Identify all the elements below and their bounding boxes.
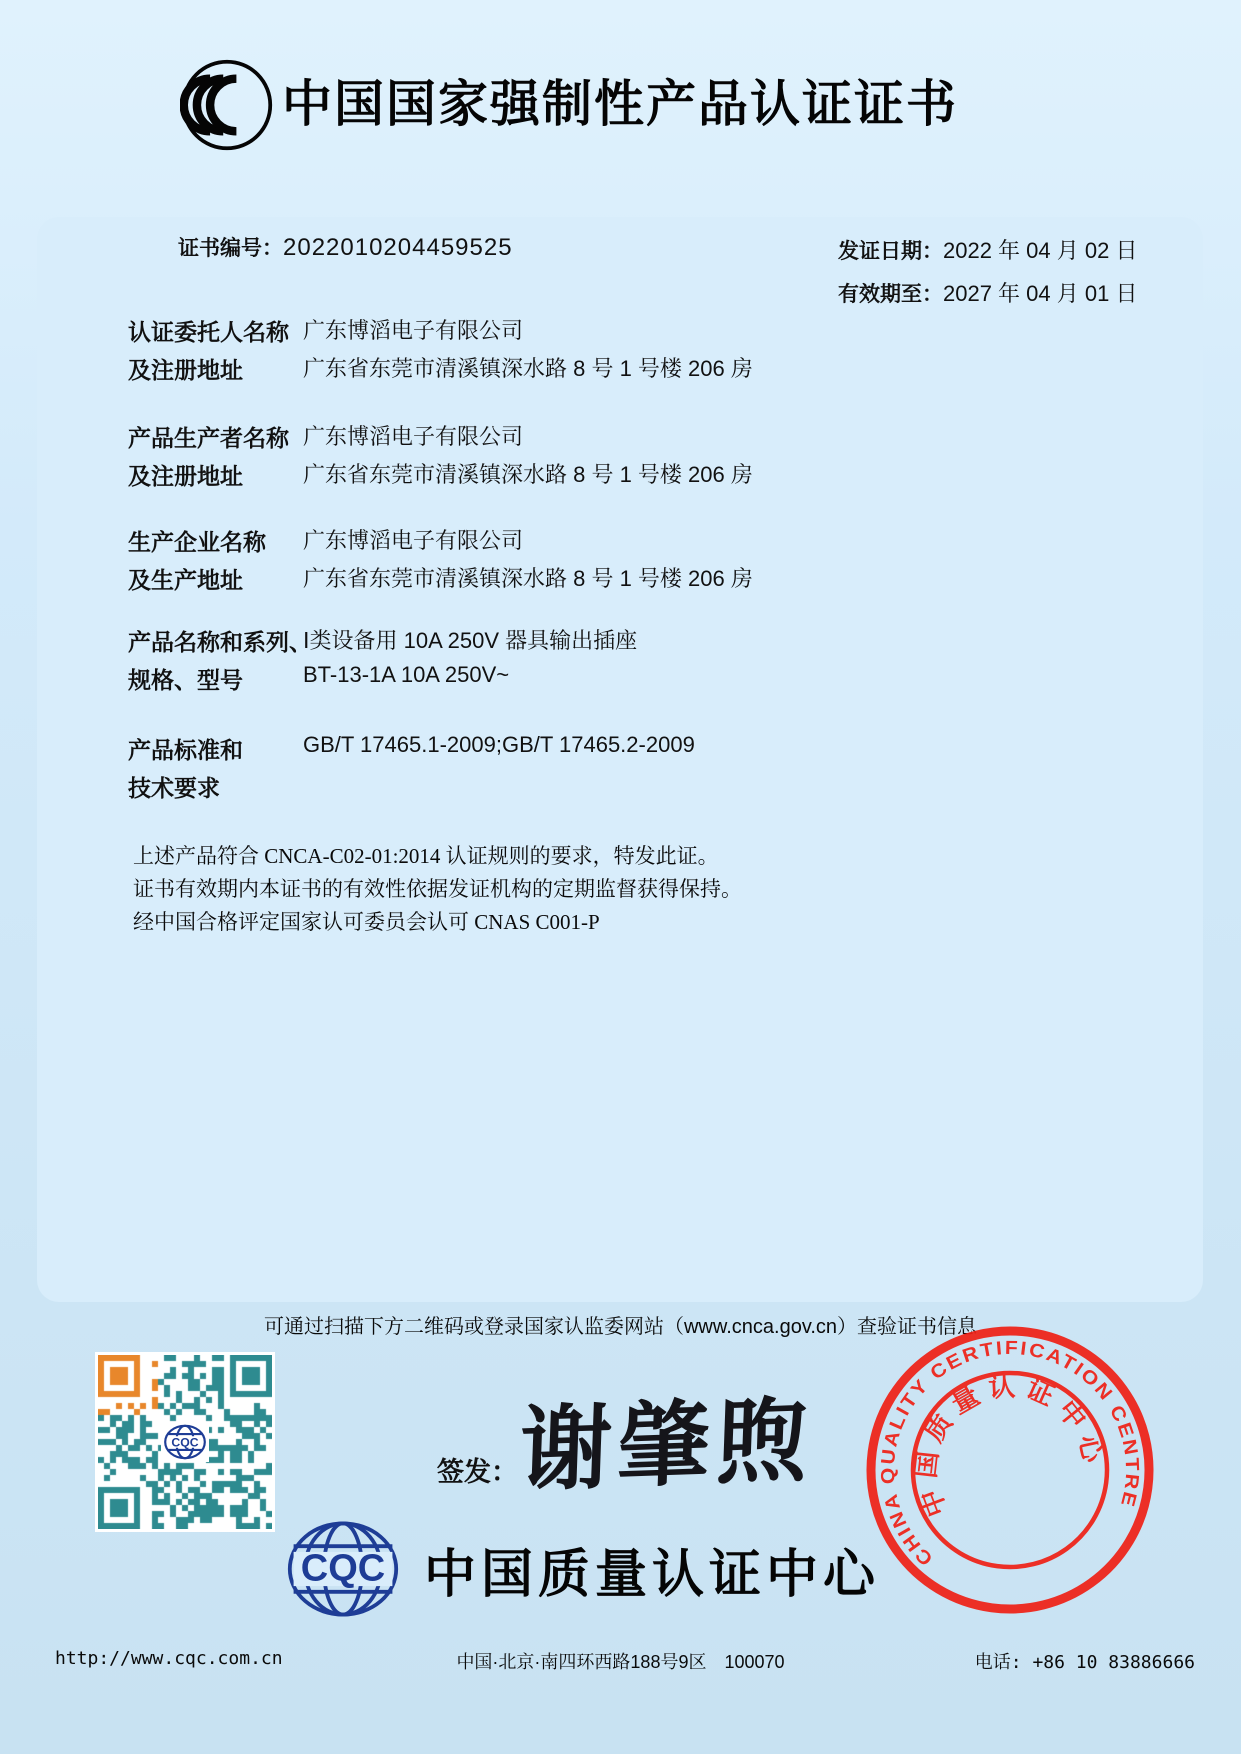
field-value: 广东省东莞市清溪镇深水路 8 号 1 号楼 206 房: [303, 566, 753, 591]
field-label: 产品生产者名称: [128, 425, 289, 451]
statement-line: 上述产品符合 CNCA-C02-01:2014 认证规则的要求，特发此证。: [133, 844, 719, 868]
page-title: 中国国家强制性产品认证证书: [282, 76, 958, 132]
footer-address: 中国·北京·南四环西路188号9区 100070: [456, 1652, 785, 1672]
valid-until-label: 有效期至：: [838, 282, 943, 306]
footer-phone: 电话: +86 10 83886666: [974, 1652, 1195, 1673]
field-label: 及注册地址: [128, 357, 243, 383]
field-value: GB/T 17465.1-2009;GB/T 17465.2-2009: [303, 732, 695, 757]
stamp-inner-text: 中国质量认证中心: [910, 1371, 1110, 1521]
field-label: 生产企业名称: [128, 529, 266, 555]
issue-date-label: 发证日期：: [838, 239, 943, 263]
issue-date-value: 2022 年 04 月 02 日: [943, 238, 1138, 263]
footer: [0, 1648, 1241, 1674]
field-manufacturer: [128, 420, 1168, 502]
issue-date-row: [838, 230, 1137, 273]
statement-line: 证书有效期内本证书的有效性依据发证机构的定期监督获得保持。: [133, 877, 742, 901]
svg-text:CQC: CQC: [171, 1435, 199, 1450]
certificate-dates: [838, 230, 1137, 316]
field-label: 及注册地址: [128, 463, 243, 489]
cqc-name: 中国质量认证中心: [424, 1546, 881, 1604]
field-value: 广东博滔电子有限公司: [303, 528, 524, 553]
footer-website: http://www.cqc.com.cn: [55, 1648, 283, 1669]
verify-note: 可通过扫描下方二维码或登录国家认监委网站（www.cnca.gov.cn）查验证书信息: [263, 1316, 978, 1338]
qr-code: [95, 1352, 275, 1532]
certificate-number-row: [178, 232, 513, 262]
stamp-ring-text: CHINA QUALITY CERTIFICATION CENTRE: [877, 1337, 1143, 1570]
sign-label: 签发：: [437, 1457, 518, 1487]
field-value: 广东省东莞市清溪镇深水路 8 号 1 号楼 206 房: [303, 462, 753, 487]
statement-line: 经中国合格评定国家认可委员会认可 CNAS C001-P: [133, 910, 600, 934]
field-label: 产品标准和: [128, 737, 243, 763]
field-label: 及生产地址: [128, 567, 243, 593]
field-label: 认证委托人名称: [128, 319, 289, 345]
certificate-number-label: 证书编号：: [178, 236, 283, 260]
valid-until-row: [838, 273, 1137, 316]
svg-text:CHINA QUALITY CERTIFICATION: [860, 1320, 1157, 1575]
cqc-red-stamp: [860, 1320, 1160, 1620]
certification-statements: [133, 840, 1113, 939]
field-applicant: [128, 314, 1168, 396]
field-product: [128, 624, 1168, 706]
field-value: 广东省东莞市清溪镇深水路 8 号 1 号楼 206 房: [303, 356, 753, 381]
certificate-number-value: 2022010204459525: [283, 234, 513, 261]
field-label: 技术要求: [128, 775, 220, 801]
field-factory: [128, 524, 1168, 606]
field-value: Ⅰ类设备用 10A 250V 器具输出插座: [303, 628, 638, 653]
valid-until-value: 2027 年 04 月 01 日: [943, 281, 1138, 306]
field-value: 广东博滔电子有限公司: [303, 424, 524, 449]
field-value: BT-13-1A 10A 250V~: [303, 662, 510, 687]
field-value: 广东博滔电子有限公司: [303, 318, 524, 343]
ccc-mark-icon: [180, 58, 274, 152]
signature-handwriting: 谢肇煦: [518, 1389, 816, 1503]
cqc-globe-icon: [286, 1512, 400, 1626]
field-standards: [128, 732, 1168, 814]
field-label: 规格、型号: [128, 667, 243, 693]
field-label: 产品名称和系列、: [128, 629, 312, 655]
cqc-acronym: CQC: [300, 1547, 386, 1590]
qr-center-cqc-logo-icon: [161, 1422, 209, 1462]
